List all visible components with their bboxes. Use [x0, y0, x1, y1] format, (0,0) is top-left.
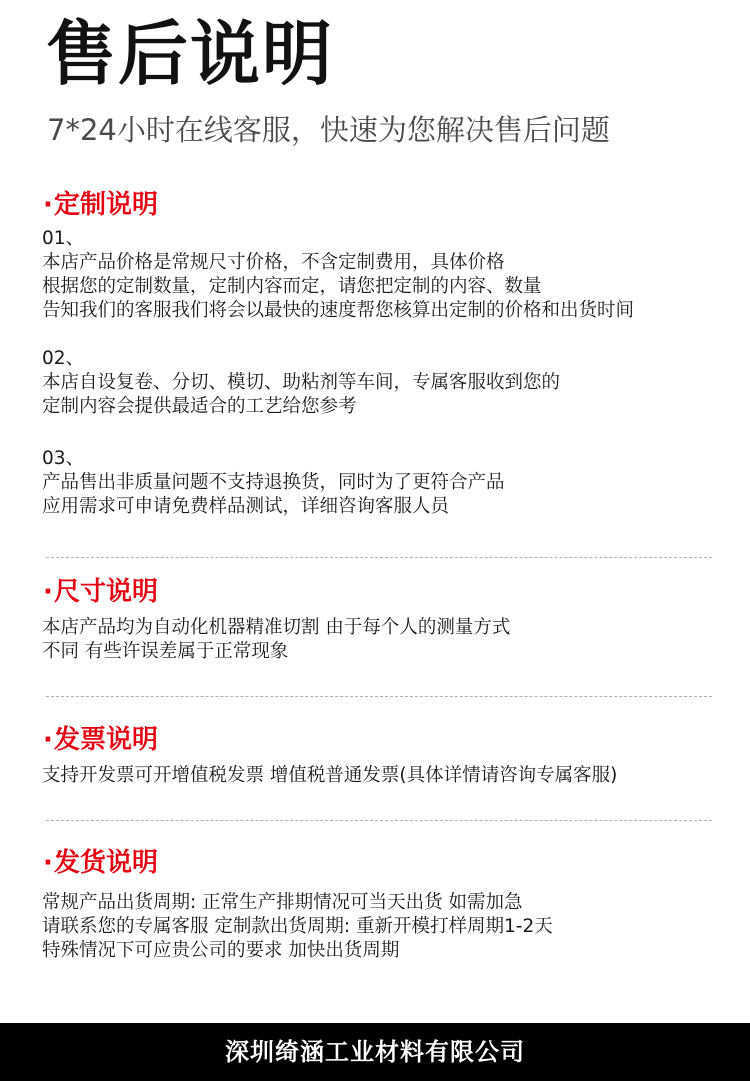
- page-title: 售后说明: [46, 13, 334, 95]
- text-line: 告知我们的客服我们将会以最快的速度帮您核算出定制的价格和出货时间: [42, 300, 635, 322]
- section-body: [42, 616, 712, 664]
- dashed-divider: [46, 820, 712, 821]
- section-heading-label: 尺寸说明: [54, 577, 159, 607]
- text-line: 本店产品价格是常规尺寸价格，不含定制费用，具体价格: [42, 252, 505, 274]
- section-body: [42, 227, 712, 519]
- text-line: 特殊情况下可应贵公司的要求 加快出货周期: [42, 940, 400, 962]
- section-heading-label: 发票说明: [54, 725, 159, 755]
- block-number: 01、: [42, 228, 85, 250]
- text-line: 本店产品均为自动化机器精准切割 由于每个人的测量方式: [42, 617, 511, 639]
- block-number: 02、: [42, 348, 85, 370]
- page-subtitle: 7*24小时在线客服，快速为您解决售后问题: [47, 113, 610, 147]
- text-line: 不同 有些许误差属于正常现象: [42, 641, 289, 663]
- section-heading: [42, 577, 712, 608]
- block-number: 03、: [42, 448, 85, 470]
- section-shipping: [42, 848, 712, 963]
- bullet-dot-icon: ·: [43, 725, 53, 755]
- numbered-block: [42, 347, 712, 419]
- numbered-block: [42, 227, 712, 323]
- section-heading-label: 定制说明: [54, 190, 159, 220]
- bullet-dot-icon: ·: [43, 190, 53, 220]
- text-line: 常规产品出货周期: 正常生产排期情况可当天出货 如需加急: [42, 892, 523, 914]
- dashed-divider: [46, 696, 712, 697]
- text-line: 本店自设复卷、分切、模切、助粘剂等车间，专属客服收到您的: [42, 372, 561, 394]
- text-line: 定制内容会提供最适合的工艺给您参考: [42, 396, 357, 418]
- section-heading-label: 发货说明: [54, 848, 159, 878]
- numbered-block: [42, 447, 712, 519]
- section-size: [42, 577, 712, 664]
- bullet-dot-icon: ·: [43, 848, 53, 878]
- section-heading: [42, 190, 712, 221]
- section-heading: [42, 848, 712, 879]
- text-line: 根据您的定制数量，定制内容而定，请您把定制的内容、数量: [42, 276, 542, 298]
- bullet-dot-icon: ·: [43, 577, 53, 607]
- text-line: 请联系您的专属客服 定制款出货周期: 重新开模打样周期1-2天: [42, 916, 553, 938]
- text-line: 支持开发票可开增值税发票 增值税普通发票(具体详情请咨询专属客服): [42, 765, 618, 787]
- text-line: 产品售出非质量问题不支持退换货，同时为了更符合产品: [42, 472, 505, 494]
- section-invoice: [42, 725, 712, 788]
- dashed-divider: [46, 557, 712, 558]
- footer-company-banner: 深圳绮涵工业材料有限公司: [0, 1023, 750, 1081]
- section-body: [42, 764, 712, 788]
- section-body: [42, 891, 712, 963]
- section-customization: [42, 190, 712, 519]
- text-line: 应用需求可申请免费样品测试，详细咨询客服人员: [42, 496, 450, 518]
- section-heading: [42, 725, 712, 756]
